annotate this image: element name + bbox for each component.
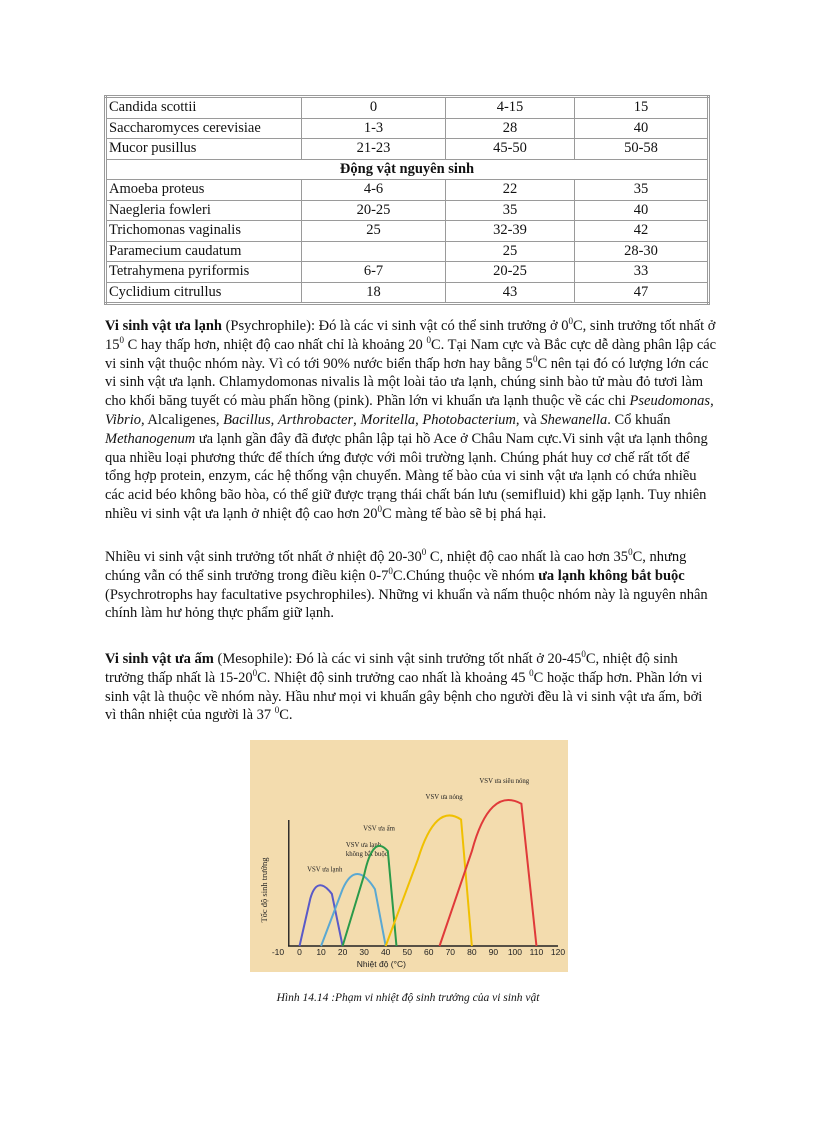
organism-name: Paramecium caudatum	[106, 241, 302, 262]
x-tick-label: 60	[424, 947, 434, 957]
x-tick-label: 20	[337, 947, 348, 957]
organism-name: Trichomonas vaginalis	[106, 221, 302, 242]
paragraph-psychrophile: Vi sinh vật ưa lạnh (Psychrophile): Đó là các vi sinh vật có thể sinh trưởng ở $0^0C$, sinh trưởng tốt nhất ở $15^0$ C hay thấp hơn, nhiệt độ cao nhất chỉ là khoảng 20 $^0$C. Tại Nam cực và Bắc cực dễ dàng phân lập các vi sinh vật thuộc nhóm này. Vì có tới 90% nước biển thấp hơn hay bằng $5^0C$ nên tại đó có lượng lớn các vi sinh vật ưa lạnh. Chlamydomonas nivalis là một loài tảo ưa lạnh, chúng sinh bào tử màu đỏ tươi làm cho khối băng tuyết có màu phấn hồng (pink). Phần lớn vi khuẩn ưa lạnh thuộc về các chi Pseudomonas, Vibrio, Alcaligenes, Bacillus, Arthrobacter, Moritella, Photobacterium, và Shewanella. Cổ khuẩn Methanogenum ưa lạnh gần đây đã được phân lập tại hồ Ace ở Châu Nam cực.Vi sinh vật ưa lạnh thông qua nhiều loại phương thức để thích ứng được với môi trường lạnh. Chúng phát huy cơ chế rất tốt để tổng hợp protein, enzym, các hệ thống vận chuyển. Màng tế bào của vi sinh vật ưa lạnh có chứa nhiều các acid béo không bão hòa, có thể giữ được trạng thái chất bán lưu (semifluid) khi gặp lạnh. Tuy nhiên nhiều vi sinh vật ưa lạnh ở nhiệt độ cao hơn $20^0C$ màng tế bào sẽ bị phá hại.	[105, 316, 717, 522]
x-tick-label: 110	[529, 947, 544, 957]
group-label: Động vật nguyên sinh	[106, 159, 709, 180]
max-temp: 50-58	[575, 139, 709, 160]
min-temp: 18	[302, 282, 446, 304]
opt-temp: 28	[446, 118, 575, 139]
x-tick-label: 40	[380, 947, 391, 957]
max-temp: 28-30	[575, 241, 709, 262]
organism-name: Tetrahymena pyriformis	[106, 262, 302, 283]
opt-temp: 32-39	[446, 221, 575, 242]
organism-name: Cyclidium citrullus	[106, 282, 302, 304]
term-psychrotroph: ưa lạnh không bắt buộc	[538, 567, 685, 584]
table-row	[106, 118, 709, 139]
opt-temp: 4-15	[446, 97, 575, 119]
table-row	[106, 241, 709, 262]
organism-name: Saccharomyces cerevisiae	[106, 118, 302, 139]
min-temp: 1-3	[302, 118, 446, 139]
min-temp: 6-7	[302, 262, 446, 283]
term-mesophile: Vi sinh vật ưa ấm	[105, 651, 214, 667]
x-tick-label: 120	[550, 947, 566, 957]
series-label: VSV ưa lạnh	[307, 866, 343, 874]
table-group-row	[106, 159, 709, 180]
organism-name: Naegleria fowleri	[106, 200, 302, 221]
opt-temp: 35	[446, 200, 575, 221]
min-temp: 20-25	[302, 200, 446, 221]
min-temp: 4-6	[302, 180, 446, 201]
x-tick-label: 0	[297, 947, 302, 957]
term-psychrophile: Vi sinh vật ưa lạnh	[105, 318, 222, 334]
x-tick-label: 50	[402, 947, 412, 957]
table-row	[106, 221, 709, 242]
table-row	[106, 97, 709, 119]
table-row	[106, 180, 709, 201]
x-tick-label: 90	[488, 947, 499, 957]
max-temp: 33	[575, 262, 709, 283]
series-label: VSV ưa lạnh	[345, 841, 382, 849]
opt-temp: 45-50	[446, 139, 575, 160]
table-row	[106, 139, 709, 160]
x-tick-label: -10	[271, 947, 285, 957]
min-temp	[302, 241, 446, 262]
figure-caption: Hình 14.14 :Phạm vi nhiệt độ sinh trưởng của vi sinh vật	[276, 992, 540, 1004]
temperature-range-chart	[250, 740, 568, 972]
x-tick-label: 10	[316, 947, 326, 957]
organism-name: Mucor pusillus	[106, 139, 302, 160]
x-axis-label: Nhiệt độ (°C)	[356, 959, 407, 969]
x-tick-label: 80	[467, 947, 477, 957]
y-axis-label: Tốc độ sinh trưởng	[259, 857, 269, 923]
x-tick-label: 100	[507, 947, 523, 957]
x-tick-label: 30	[359, 947, 369, 957]
table-row	[106, 262, 709, 283]
paragraph-psychrotroph: Nhiều vi sinh vật sinh trưởng tốt nhất ở nhiệt độ $20-30^0$ C, nhiệt độ cao nhất là cao hơn $35^0C$, nhưng chúng vẫn có thể sinh trưởng trong điều kiện $0-7^0C.Chúng$ thuộc về nhóm ưa lạnh không bắt buộc (Psychrotrophs hay facultative psychrophiles). Những vi khuẩn và nấm thuộc nhóm này là nguyên nhân chính làm hư hỏng thực phẩm giữ lạnh.	[105, 547, 708, 622]
max-temp: 15	[575, 97, 709, 119]
temperature-table	[104, 95, 710, 305]
x-tick-label: 70	[445, 947, 456, 957]
max-temp: 40	[575, 118, 709, 139]
series-label: VSV ưa ấm	[363, 825, 395, 833]
organism-name: Amoeba proteus	[106, 180, 302, 201]
opt-temp: 22	[446, 180, 575, 201]
series-label: VSV ưa siêu nóng	[479, 778, 530, 786]
table-row	[106, 282, 709, 304]
max-temp: 47	[575, 282, 709, 304]
series-label: không bắt buộc	[345, 850, 388, 858]
min-temp: 0	[302, 97, 446, 119]
paragraph-mesophile: Vi sinh vật ưa ấm (Mesophile): Đó là các vi sinh vật sinh trưởng tốt nhất ở $20-45^0C$, nhiệt độ sinh trưởng thấp nhất là $15-20^0C$. Nhiệt độ sinh trưởng cao nhất là khoảng 45 $^0$C hoặc thấp hơn. Phần lớn vi sinh vật là thuộc về nhóm này. Hầu như mọi vi khuẩn gây bệnh cho người đều là vi sinh vật ưa ấm, bởi vì thân nhiệt của người là 37 $^0$C.	[105, 649, 703, 724]
opt-temp: 25	[446, 241, 575, 262]
chart-background	[250, 740, 568, 972]
max-temp: 35	[575, 180, 709, 201]
min-temp: 21-23	[302, 139, 446, 160]
max-temp: 42	[575, 221, 709, 242]
max-temp: 40	[575, 200, 709, 221]
organism-name: Candida scottii	[106, 97, 302, 119]
min-temp: 25	[302, 221, 446, 242]
table-row	[106, 200, 709, 221]
opt-temp: 20-25	[446, 262, 575, 283]
opt-temp: 43	[446, 282, 575, 304]
series-label: VSV ưa nóng	[425, 793, 463, 801]
